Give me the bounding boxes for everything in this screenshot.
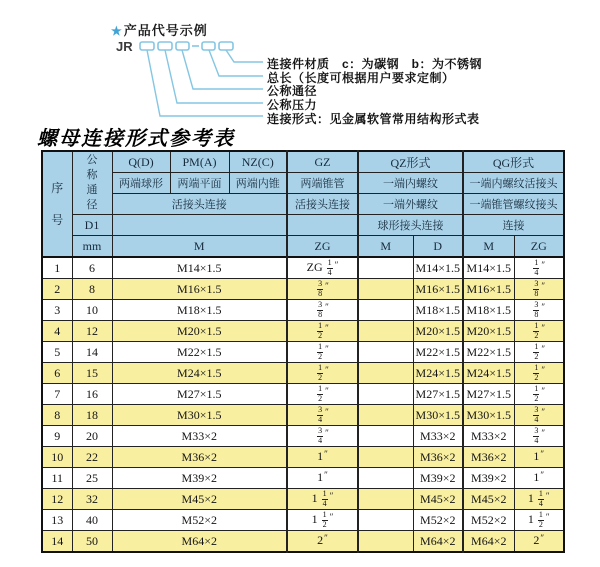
- header-empty-gz: [287, 215, 358, 236]
- cell-qz-d: M33×2: [413, 426, 463, 447]
- callout-line: [147, 50, 263, 116]
- cell-seq: 12: [42, 489, 72, 510]
- code-box: [176, 42, 189, 50]
- table-row: [42, 300, 564, 321]
- cell-m: M18×1.5: [112, 300, 287, 321]
- cell-qg-zg: [514, 405, 564, 426]
- cell-qg-zg: 1 $\frac{1}{2}$ ″: [514, 510, 564, 531]
- fraction: $\frac{1}{2}$: [534, 320, 539, 340]
- cell-gz: [287, 279, 358, 300]
- cell-qg-m: M22×1.5: [463, 342, 514, 363]
- table-row: [42, 363, 564, 384]
- inch-mark: ″: [545, 490, 550, 501]
- cell-qg-m: M18×1.5: [463, 300, 514, 321]
- header-qg-desc1: 一端内螺纹活接头: [463, 173, 564, 194]
- header-nzc-desc: 两端内锥: [229, 173, 287, 194]
- cell-m: M30×1.5: [112, 405, 287, 426]
- header-nzc: NZ(C): [229, 151, 287, 173]
- inch-mark: ″: [541, 364, 546, 375]
- product-code-prefix: JR: [116, 39, 133, 54]
- cell-seq: 3: [42, 300, 72, 321]
- header-qg-desc2: 一端锥管螺纹接头: [463, 194, 564, 215]
- table-row: [42, 321, 564, 342]
- inch-mark: ″: [325, 385, 329, 396]
- inch-mark: ″: [324, 470, 328, 481]
- header-dn: [72, 151, 112, 215]
- cell-m: M64×2: [112, 531, 287, 553]
- cell-qz-m: [358, 384, 413, 405]
- cell-seq: 8: [42, 405, 72, 426]
- fraction: $\frac{1}{4}$: [534, 257, 539, 277]
- cell-dn: 6: [72, 257, 112, 279]
- cell-qz-m: [358, 363, 413, 384]
- cell-gz: [287, 321, 358, 342]
- cell-seq: 2: [42, 279, 72, 300]
- inch-mark: ″: [324, 449, 328, 460]
- code-box: [140, 42, 154, 50]
- inch-mark: ″: [329, 511, 334, 522]
- cell-qg-m: M64×2: [463, 531, 514, 553]
- header-gz-desc: 两端锥管: [287, 173, 358, 194]
- heading-text: 产品代号示例: [123, 23, 208, 38]
- header-row-3: [42, 194, 564, 215]
- inch-mark: ″: [545, 511, 550, 522]
- cell-dn: 15: [72, 363, 112, 384]
- cell-m: M33×2: [112, 426, 287, 447]
- cell-m: M45×2: [112, 489, 287, 510]
- inch-mark: ″: [324, 533, 328, 544]
- header-d-qz: D: [413, 236, 463, 258]
- cell-qg-m: M24×1.5: [463, 363, 514, 384]
- header-gz-connect: 活接头连接: [287, 194, 358, 215]
- table-row: [42, 257, 564, 279]
- header-pma-desc: 两端平面: [170, 173, 229, 194]
- fraction: $\frac{1}{2}$: [534, 341, 539, 361]
- inch-mark: ″: [541, 427, 546, 438]
- cell-qz-d: M30×1.5: [413, 405, 463, 426]
- cell-qg-zg: 1″: [514, 447, 564, 468]
- header-row-4: [42, 215, 564, 236]
- table-header: [42, 151, 564, 257]
- header-union-connect: 活接头连接: [112, 194, 287, 215]
- cell-gz: 1″: [287, 468, 358, 489]
- cell-m: M16×1.5: [112, 279, 287, 300]
- cell-qg-m: M14×1.5: [463, 257, 514, 279]
- cell-qz-d: M36×2: [413, 447, 463, 468]
- cell-dn: 8: [72, 279, 112, 300]
- inch-mark: ″: [541, 280, 546, 291]
- cell-qz-d: M45×2: [413, 489, 463, 510]
- inch-mark: ″: [540, 449, 545, 460]
- cell-gz: 1 $\frac{1}{4}$ ″: [287, 489, 358, 510]
- inch-mark: ″: [325, 280, 329, 291]
- fraction: $\frac{1}{2}$: [538, 509, 543, 529]
- inch-mark: ″: [329, 490, 334, 501]
- fraction: $\frac{3}{4}$: [534, 425, 539, 445]
- cell-dn: 25: [72, 468, 112, 489]
- header-zg-qg: ZG: [514, 236, 564, 258]
- cell-qz-d: M18×1.5: [413, 300, 463, 321]
- cell-qg-m: M39×2: [463, 468, 514, 489]
- header-m-qg: M: [463, 236, 514, 258]
- cell-qz-m: [358, 300, 413, 321]
- header-gz: GZ: [287, 151, 358, 173]
- cell-dn: 50: [72, 531, 112, 553]
- cell-dn: 20: [72, 426, 112, 447]
- fraction: $\frac{3}{4}$: [318, 404, 323, 424]
- diagram-label-pressure: 公称压力: [267, 98, 318, 112]
- header-seq-text: 序号: [51, 181, 64, 227]
- cell-dn: 10: [72, 300, 112, 321]
- cell-qz-m: [358, 447, 413, 468]
- cell-qg-m: M16×1.5: [463, 279, 514, 300]
- cell-m: M20×1.5: [112, 321, 287, 342]
- fraction: $\frac{3}{8}$: [318, 278, 323, 298]
- inch-mark: ″: [541, 385, 546, 396]
- cell-m: M22×1.5: [112, 342, 287, 363]
- inch-mark: ″: [541, 406, 546, 417]
- cell-qz-m: [358, 531, 413, 553]
- cell-m: M24×1.5: [112, 363, 287, 384]
- fraction: $\frac{1}{2}$: [534, 362, 539, 382]
- fraction: $\frac{1}{2}$: [318, 320, 323, 340]
- cell-m: M27×1.5: [112, 384, 287, 405]
- cell-qg-m: M33×2: [463, 426, 514, 447]
- cell-seq: 14: [42, 531, 72, 553]
- header-m-wide: M: [112, 236, 287, 258]
- inch-mark: ″: [334, 259, 339, 270]
- cell-gz: [287, 384, 358, 405]
- header-qz-ball-connect: 球形接头连接: [358, 215, 463, 236]
- table-body: [42, 257, 564, 552]
- cell-qz-m: [358, 489, 413, 510]
- header-mm: mm: [72, 236, 112, 258]
- cell-gz: [287, 300, 358, 321]
- inch-mark: ″: [540, 470, 545, 481]
- cell-qg-m: M52×2: [463, 510, 514, 531]
- cell-qg-m: M36×2: [463, 447, 514, 468]
- diagram-label-length: 总长（长度可根据用户要求定制）: [267, 71, 455, 85]
- cell-seq: 11: [42, 468, 72, 489]
- nut-connection-reference-table: [41, 150, 565, 553]
- table-row: [42, 468, 564, 489]
- inch-mark: ″: [540, 533, 545, 544]
- inch-mark: ″: [325, 343, 329, 354]
- cell-m: M36×2: [112, 447, 287, 468]
- cell-qg-zg: [514, 300, 564, 321]
- header-pma: PM(A): [170, 151, 229, 173]
- header-empty-mid: [112, 215, 287, 236]
- cell-gz: [287, 405, 358, 426]
- cell-qg-zg: [514, 363, 564, 384]
- table-row: [42, 447, 564, 468]
- fraction: $\frac{1}{4}$: [327, 257, 332, 277]
- inch-mark: ″: [325, 364, 329, 375]
- cell-qg-zg: 1 $\frac{1}{4}$ ″: [514, 489, 564, 510]
- fraction: $\frac{1}{4}$: [538, 488, 543, 508]
- header-qz-desc2: 一端外螺纹: [358, 194, 463, 215]
- cell-dn: 12: [72, 321, 112, 342]
- cell-qz-m: [358, 257, 413, 279]
- cell-seq: 1: [42, 257, 72, 279]
- table-row: [42, 489, 564, 510]
- cell-qz-d: M14×1.5: [413, 257, 463, 279]
- cell-qz-d: M64×2: [413, 531, 463, 553]
- cell-qg-zg: 2″: [514, 531, 564, 553]
- header-qz-form: QZ形式: [358, 151, 463, 173]
- header-d1: D1: [72, 215, 112, 236]
- header-qd-desc: 两端球形: [112, 173, 170, 194]
- code-box: [158, 42, 172, 50]
- callout-line: [209, 50, 263, 76]
- cell-qz-d: M52×2: [413, 510, 463, 531]
- fraction: $\frac{1}{2}$: [534, 383, 539, 403]
- cell-gz: 1″: [287, 447, 358, 468]
- header-qg-connect: 连接: [463, 215, 564, 236]
- fraction: $\frac{1}{4}$: [322, 488, 327, 508]
- diagram-label-diameter: 公称通径: [267, 84, 318, 98]
- cell-qz-d: M20×1.5: [413, 321, 463, 342]
- cell-seq: 7: [42, 384, 72, 405]
- cell-dn: 14: [72, 342, 112, 363]
- inch-mark: ″: [541, 322, 546, 333]
- cell-qg-zg: [514, 279, 564, 300]
- cell-seq: 4: [42, 321, 72, 342]
- header-dn-text: 公称通径: [86, 154, 98, 211]
- header-qz-desc1: 一端内螺纹: [358, 173, 463, 194]
- table-row: [42, 405, 564, 426]
- table-row: [42, 426, 564, 447]
- cell-qg-zg: [514, 321, 564, 342]
- table-row: [42, 279, 564, 300]
- cell-qz-d: M39×2: [413, 468, 463, 489]
- code-box: [202, 42, 215, 50]
- fraction: $\frac{3}{8}$: [534, 299, 539, 319]
- cell-qg-zg: [514, 384, 564, 405]
- star-icon: ★: [111, 24, 123, 38]
- table-row: [42, 510, 564, 531]
- table-row: [42, 531, 564, 553]
- fraction: $\frac{3}{8}$: [318, 299, 323, 319]
- header-qd: Q(D): [112, 151, 170, 173]
- cell-gz: 2″: [287, 531, 358, 553]
- fraction: $\frac{1}{2}$: [318, 362, 323, 382]
- callout-line: [226, 50, 263, 62]
- cell-gz: ZG $\frac{1}{4}$ ″: [287, 257, 358, 279]
- cell-gz: [287, 426, 358, 447]
- cell-dn: 16: [72, 384, 112, 405]
- fraction: $\frac{3}{8}$: [534, 278, 539, 298]
- inch-mark: ″: [541, 259, 546, 270]
- header-seq: [42, 151, 72, 257]
- cell-qz-m: [358, 426, 413, 447]
- diagram-label-connection: 连接形式：见金属软管常用结构形式表: [267, 112, 480, 126]
- code-box: [219, 42, 233, 50]
- cell-m: M39×2: [112, 468, 287, 489]
- cell-qz-m: [358, 468, 413, 489]
- header-row-2: [42, 173, 564, 194]
- cell-qz-m: [358, 279, 413, 300]
- cell-seq: 9: [42, 426, 72, 447]
- cell-gz: [287, 363, 358, 384]
- cell-qz-d: M27×1.5: [413, 384, 463, 405]
- diagram-label-material: 连接件材质 c：为碳钢 b：为不锈钢: [267, 57, 483, 71]
- fraction: $\frac{1}{2}$: [318, 383, 323, 403]
- fraction: $\frac{1}{2}$: [318, 341, 323, 361]
- cell-gz: [287, 342, 358, 363]
- cell-m: M14×1.5: [112, 257, 287, 279]
- cell-qg-m: M27×1.5: [463, 384, 514, 405]
- cell-qz-m: [358, 510, 413, 531]
- inch-mark: ″: [325, 301, 329, 312]
- table-title: 螺母连接形式参考表: [37, 126, 235, 150]
- cell-seq: 6: [42, 363, 72, 384]
- inch-mark: ″: [325, 322, 329, 333]
- inch-mark: ″: [541, 301, 546, 312]
- cell-seq: 10: [42, 447, 72, 468]
- cell-qg-zg: [514, 426, 564, 447]
- cell-dn: 22: [72, 447, 112, 468]
- inch-mark: ″: [541, 343, 546, 354]
- cell-seq: 13: [42, 510, 72, 531]
- cell-m: M52×2: [112, 510, 287, 531]
- cell-qz-m: [358, 342, 413, 363]
- cell-qg-zg: [514, 342, 564, 363]
- cell-gz: 1 $\frac{1}{2}$ ″: [287, 510, 358, 531]
- fraction: $\frac{1}{2}$: [322, 509, 327, 529]
- cell-qg-m: M20×1.5: [463, 321, 514, 342]
- cell-qz-m: [358, 321, 413, 342]
- cell-dn: 32: [72, 489, 112, 510]
- cell-qg-zg: 1″: [514, 468, 564, 489]
- cell-dn: 18: [72, 405, 112, 426]
- inch-mark: ″: [325, 427, 329, 438]
- cell-qz-m: [358, 405, 413, 426]
- header-qg-form: QG形式: [463, 151, 564, 173]
- fraction: $\frac{3}{4}$: [318, 425, 323, 445]
- fraction: $\frac{3}{4}$: [534, 404, 539, 424]
- header-row-5: [42, 236, 564, 258]
- cell-qg-zg: [514, 257, 564, 279]
- callout-line: [182, 50, 263, 89]
- header-zg-gz: ZG: [287, 236, 358, 258]
- cell-qg-m: M45×2: [463, 489, 514, 510]
- header-row-1: [42, 151, 564, 173]
- cell-dn: 40: [72, 510, 112, 531]
- table-row: [42, 384, 564, 405]
- cell-qg-m: M30×1.5: [463, 405, 514, 426]
- cell-qz-d: M22×1.5: [413, 342, 463, 363]
- table-row: [42, 342, 564, 363]
- cell-seq: 5: [42, 342, 72, 363]
- inch-mark: ″: [325, 406, 329, 417]
- cell-qz-d: M16×1.5: [413, 279, 463, 300]
- cell-qz-d: M24×1.5: [413, 363, 463, 384]
- header-m-qz: M: [358, 236, 413, 258]
